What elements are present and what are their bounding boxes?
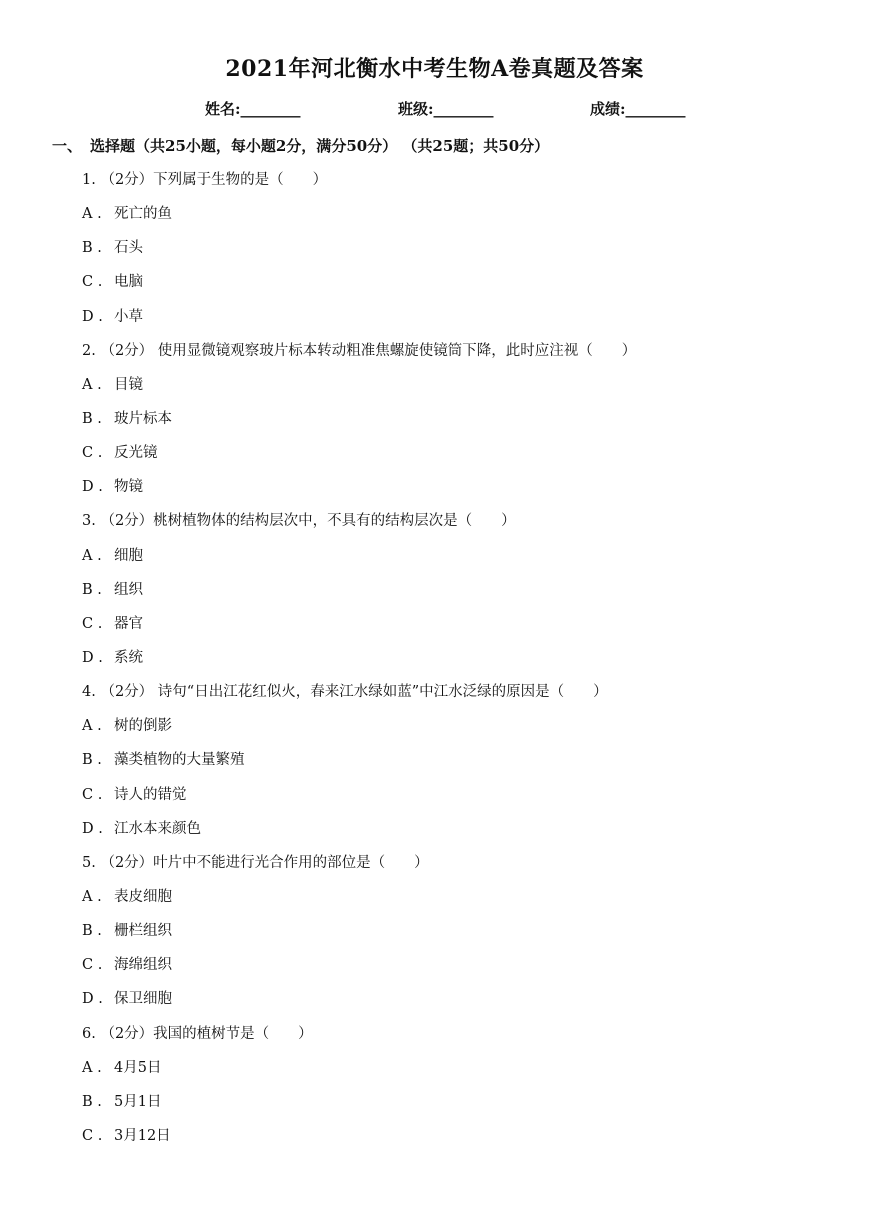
answer-option bbox=[82, 716, 842, 750]
option-label: B . bbox=[82, 923, 102, 940]
question-stem: 5. （2分）叶片中不能进行光合作用的部位是（ ） bbox=[82, 854, 429, 871]
option-text: 死亡的鱼 bbox=[114, 206, 172, 223]
name-field-label: 姓名:________ bbox=[205, 100, 301, 118]
answer-option bbox=[82, 546, 842, 580]
answer-option bbox=[82, 443, 842, 477]
option-text: 江水本来颜色 bbox=[114, 820, 201, 837]
answer-option bbox=[82, 238, 842, 272]
answer-option bbox=[82, 1092, 842, 1126]
option-text: 电脑 bbox=[114, 274, 143, 291]
option-label: A . bbox=[82, 376, 102, 393]
option-text: 系统 bbox=[114, 649, 143, 666]
option-label: D . bbox=[82, 991, 103, 1008]
question-stem: 3. （2分）桃树植物体的结构层次中，不具有的结构层次是（ ） bbox=[82, 513, 516, 530]
score-field-label: 成绩:________ bbox=[590, 100, 686, 118]
option-label: B . bbox=[82, 1093, 102, 1110]
answer-option bbox=[82, 750, 842, 784]
section-title: 选择题（共25小题，每小题2分，满分50分） （共25题；共50分） bbox=[90, 137, 550, 155]
answer-option bbox=[82, 921, 842, 955]
answer-option bbox=[82, 477, 842, 511]
answer-option bbox=[82, 409, 842, 443]
option-text: 海绵组织 bbox=[114, 957, 172, 974]
option-label: D . bbox=[82, 308, 103, 325]
question-stem: 2. （2分） 使用显微镜观察玻片标本转动粗准焦螺旋使镜筒下降，此时应注视（ ） bbox=[82, 342, 637, 359]
option-label: D . bbox=[82, 649, 103, 666]
option-label: C . bbox=[82, 274, 103, 291]
class-field-label: 班级:________ bbox=[398, 100, 494, 118]
option-label: D . bbox=[82, 820, 103, 837]
option-text: 树的倒影 bbox=[114, 718, 172, 735]
question-stem: 6. （2分）我国的植树节是（ ） bbox=[82, 1025, 313, 1042]
question-stem: 4. （2分） 诗句“日出江花红似火，春来江水绿如蓝”中江水泛绿的原因是（ ） bbox=[82, 684, 608, 701]
option-text: 目镜 bbox=[114, 376, 143, 393]
option-text: 藻类植物的大量繁殖 bbox=[114, 752, 245, 769]
option-text: 器官 bbox=[114, 615, 143, 632]
answer-option bbox=[82, 648, 842, 682]
option-label: C . bbox=[82, 957, 103, 974]
option-text: 细胞 bbox=[114, 547, 143, 564]
question-list bbox=[82, 170, 842, 1160]
answer-option bbox=[82, 785, 842, 819]
option-label: A . bbox=[82, 1059, 102, 1076]
option-text: 5月1日 bbox=[114, 1093, 162, 1110]
option-label: A . bbox=[82, 888, 102, 905]
option-label: C . bbox=[82, 786, 103, 803]
option-label: A . bbox=[82, 547, 102, 564]
option-label: C . bbox=[82, 445, 103, 462]
option-text: 物镜 bbox=[114, 479, 143, 496]
option-text: 玻片标本 bbox=[114, 410, 172, 427]
option-text: 石头 bbox=[114, 240, 143, 257]
option-text: 小草 bbox=[114, 308, 143, 325]
option-label: C . bbox=[82, 1127, 103, 1144]
option-label: A . bbox=[82, 206, 102, 223]
answer-option bbox=[82, 614, 842, 648]
answer-option bbox=[82, 375, 842, 409]
answer-option bbox=[82, 272, 842, 306]
section-heading bbox=[52, 135, 549, 156]
option-label: A . bbox=[82, 718, 102, 735]
option-text: 栅栏组织 bbox=[114, 923, 172, 940]
option-text: 表皮细胞 bbox=[114, 888, 172, 905]
option-text: 诗人的错觉 bbox=[114, 786, 187, 803]
answer-option bbox=[82, 307, 842, 341]
question-stem: 1. （2分）下列属于生物的是（ ） bbox=[82, 172, 328, 188]
answer-option bbox=[82, 989, 842, 1023]
answer-option bbox=[82, 955, 842, 989]
section-number: 一、 bbox=[52, 137, 83, 155]
answer-option bbox=[82, 887, 842, 921]
option-label: B . bbox=[82, 410, 102, 427]
student-info-row bbox=[0, 98, 869, 120]
answer-option bbox=[82, 580, 842, 614]
option-text: 组织 bbox=[114, 581, 143, 598]
option-text: 3月12日 bbox=[114, 1127, 171, 1144]
option-text: 保卫细胞 bbox=[114, 991, 172, 1008]
answer-option bbox=[82, 204, 842, 238]
option-label: B . bbox=[82, 581, 102, 598]
answer-option bbox=[82, 819, 842, 853]
answer-option bbox=[82, 1058, 842, 1092]
option-label: B . bbox=[82, 240, 102, 257]
option-text: 4月5日 bbox=[114, 1059, 162, 1076]
page-title: 2021年河北衡水中考生物A卷真题及答案 bbox=[225, 56, 644, 82]
option-label: B . bbox=[82, 752, 102, 769]
answer-option bbox=[82, 1126, 842, 1160]
option-label: C . bbox=[82, 615, 103, 632]
option-label: D . bbox=[82, 479, 103, 496]
option-text: 反光镜 bbox=[114, 445, 158, 462]
